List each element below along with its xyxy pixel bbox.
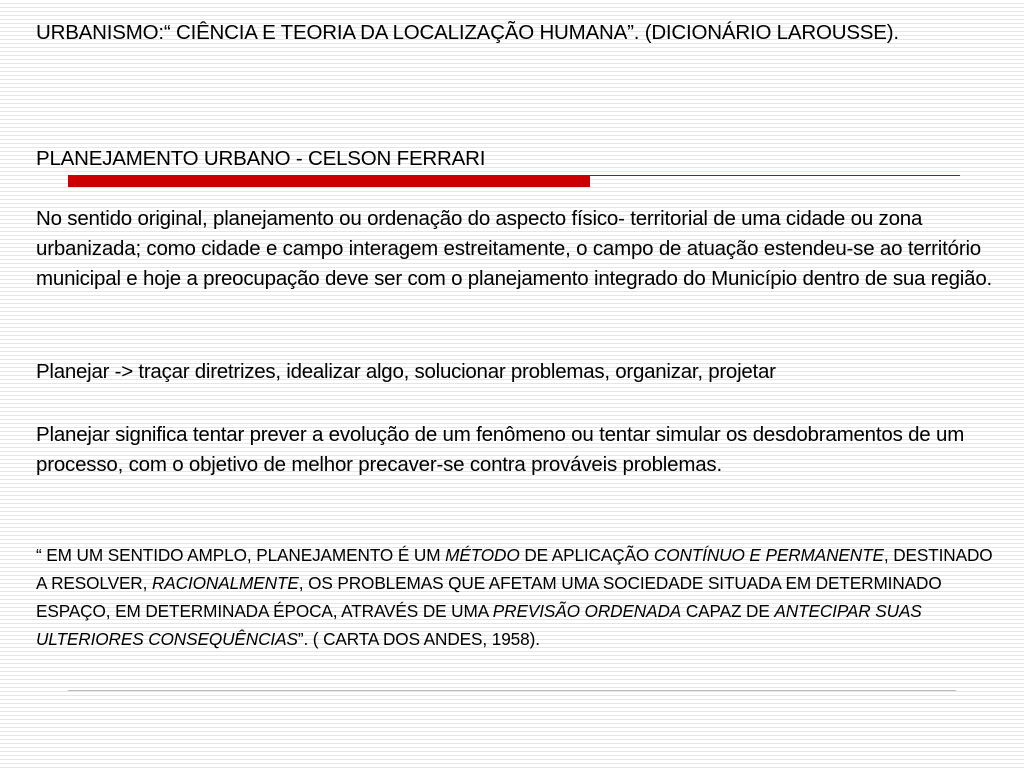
quote-text: , OS PROBLEMAS QUE AFETAM UMA SOCIEDADE SITUADA EM DETERMINADO ESPAÇO, EM DETERMINADA ÉPOCA, ATRAVÉS DE UMA <box>36 573 947 621</box>
quote-emphasis: PREVISÃO ORDENADA <box>492 601 682 621</box>
quote-carta-dos-andes <box>36 541 996 653</box>
paragraph-planejar-diretrizes: Planejar -> traçar diretrizes, idealizar algo, solucionar problemas, organizar, projetar <box>36 360 776 383</box>
bottom-divider <box>68 690 956 691</box>
paragraph-planejar-significa: Planejar significa tentar prever a evolução de um fenômeno ou tentar simular os desdobramentos de um processo, com o objetivo de melhor precaver-se contra prováveis problemas. <box>36 423 970 476</box>
quote-emphasis: MÉTODO <box>445 545 520 565</box>
quote-emphasis: RACIONALMENTE <box>151 573 299 593</box>
quote-text: DE APLICAÇÃO <box>519 545 654 565</box>
quote-text: CAPAZ DE <box>681 601 775 621</box>
paragraph-sentido-original: No sentido original, planejamento ou ordenação do aspecto físico- territorial de uma cidade ou zona urbanizada; como cidade e campo interagem estreitamente, o campo de atuação estendeu-se ao território municipal e hoje a preocupação deve ser com o planejamento integrado do Município dentro de sua região. <box>36 207 993 290</box>
heading-urbanismo-definition: URBANISMO:“ CIÊNCIA E TEORIA DA LOCALIZAÇÃO HUMANA”. (DICIONÁRIO LAROUSSE). <box>36 21 899 44</box>
accent-bar <box>68 175 590 187</box>
subtitle-planejamento-urbano: PLANEJAMENTO URBANO - CELSON FERRARI <box>36 147 486 170</box>
quote-text: ”. ( CARTA DOS ANDES, 1958). <box>297 629 540 649</box>
accent-rule <box>590 175 960 176</box>
quote-text: “ EM UM SENTIDO AMPLO, PLANEJAMENTO É UM <box>36 545 446 565</box>
quote-text: , DESTINADO A RESOLVER, <box>36 545 997 593</box>
quote-emphasis: CONTÍNUO E PERMANENTE <box>653 545 884 565</box>
quote-emphasis: ANTECIPAR SUAS ULTERIORES CONSEQUÊNCIAS <box>36 601 927 649</box>
